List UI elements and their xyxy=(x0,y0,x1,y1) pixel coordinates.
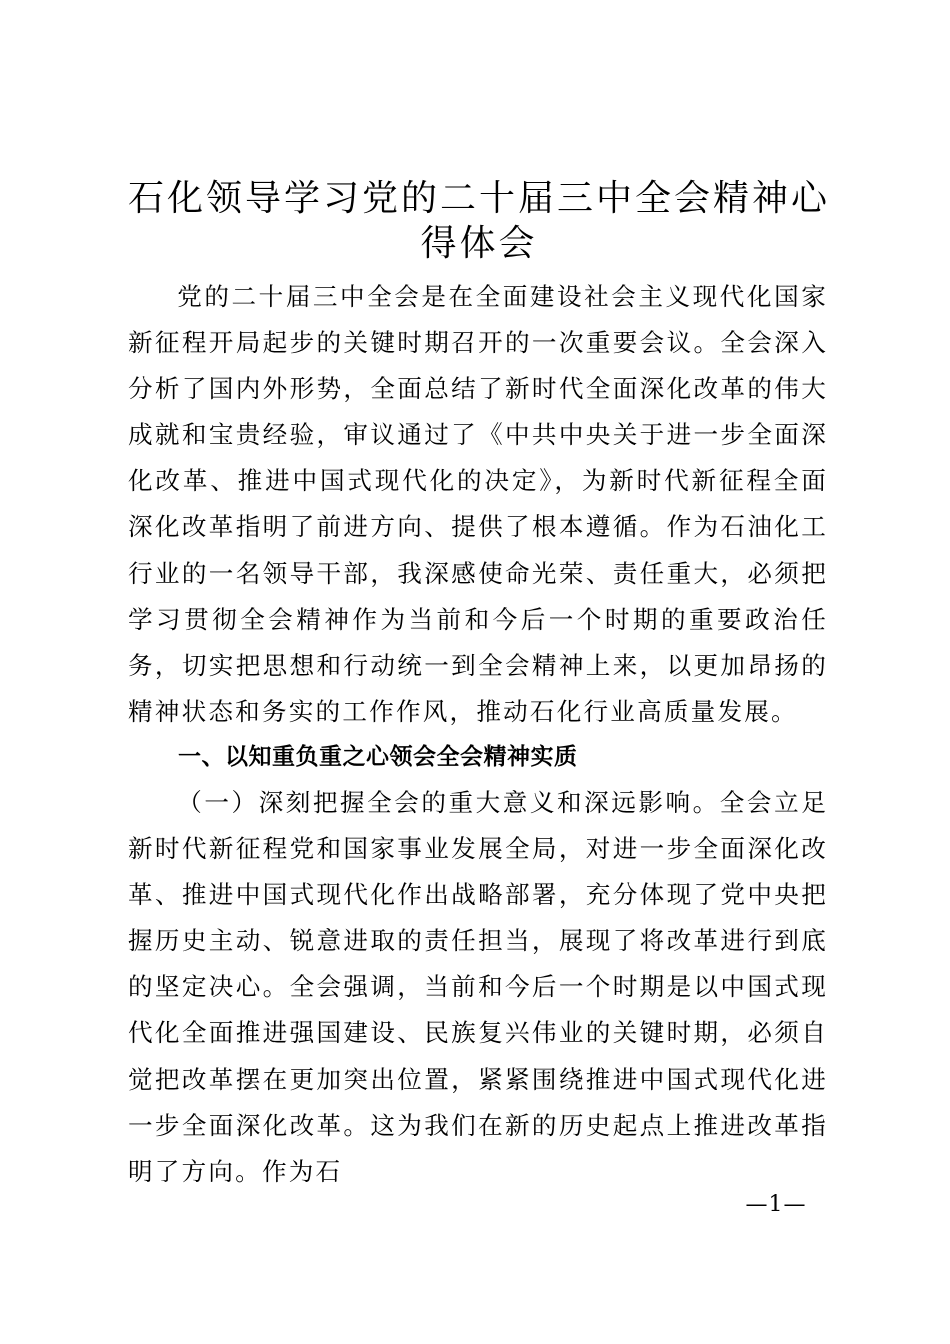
section-heading: 一、以知重负重之心领会全会精神实质 xyxy=(178,744,578,770)
document-title: 石化领导学习党的二十届三中全会精神心得体会 xyxy=(127,178,830,264)
intro-paragraph: 党的二十届三中全会是在全面建设社会主义现代化国家新征程开局起步的关键时期召开的一次重要会议。全会深入分析了国内外形势，全面总结了新时代全面深化改革的伟大成就和宝贵经验，审议通过了《中共中央关于进一步全面深化改革、推进中国式现代化的决定》，为新时代新征程全面深化改革指明了前进方向、提供了根本遵循。作为石油化工行业的一名领导干部，我深感使命光荣、责任重大，必须把学习贯彻全会精神作为当前和今后一个时期的重要政治任务，切实把思想和行动统一到全会精神上来，以更加昂扬的精神状态和务实的工作作风，推动石化行业高质量发展。 xyxy=(128,282,828,726)
subsection-paragraph: （一）深刻把握全会的重大意义和深远影响。全会立足新时代新征程党和国家事业发展全局，对进一步全面深化改革、推进中国式现代化作出战略部署，充分体现了党中央把握历史主动、锐意进取的责任担当，展现了将改革进行到底的坚定决心。全会强调，当前和今后一个时期是以中国式现代化全面推进强国建设、民族复兴伟业的关键时期，必须自觉把改革摆在更加突出位置，紧紧围绕推进中国式现代化进一步全面深化改革。这为我们在新的历史起点上推进改革指明了方向。作为石 xyxy=(128,788,828,1186)
page-number: —1— xyxy=(745,1192,807,1217)
